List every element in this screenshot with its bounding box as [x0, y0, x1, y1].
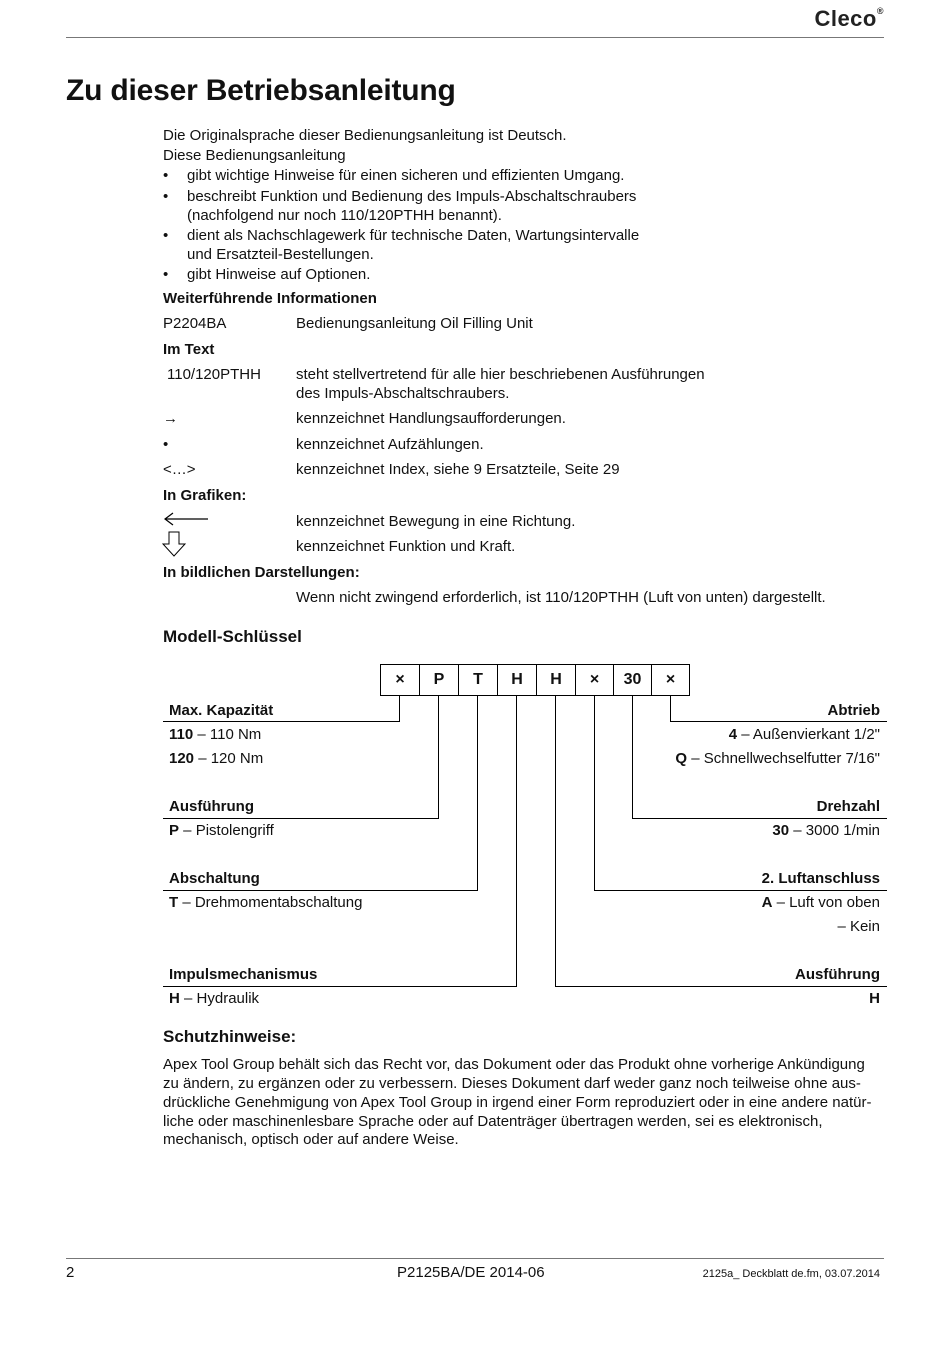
model-key-left-title: Max. Kapazität [169, 702, 274, 719]
brand-logo-text: Cleco [814, 6, 877, 31]
connector-line [632, 818, 887, 819]
model-key-option: 120 – 120 Nm [169, 750, 264, 767]
intro-line-2: Diese Bedienungsanleitung [163, 147, 346, 164]
connector-line [670, 721, 887, 722]
brand-logo [814, 6, 884, 32]
model-key-option: 30 – 3000 1/min [772, 822, 880, 839]
model-code-box: P [419, 664, 459, 696]
model-code-box: 30 [613, 664, 652, 696]
bildlich-desc: Wenn nicht zwingend erforderlich, ist 110/120PTHH (Luft von unten) dargestellt. [296, 589, 826, 606]
grafiken-force-desc: kennzeichnet Funktion und Kraft. [296, 538, 516, 555]
model-key-right-title: Ausführung [795, 966, 880, 983]
connector-line [477, 696, 478, 891]
connector-line [555, 696, 556, 987]
bildlich-heading: In bildlichen Darstellungen: [163, 564, 360, 581]
model-key-right-title: 2. Luftanschluss [761, 870, 880, 887]
registered-mark: ® [876, 6, 884, 16]
intro-bullet-2-line-2: (nachfolgend nur noch 110/120PTHH benannt). [187, 207, 502, 224]
model-key-option: – Kein [837, 918, 880, 935]
grafiken-arrow-desc: kennzeichnet Bewegung in eine Richtung. [296, 513, 576, 530]
force-arrow-icon [162, 531, 186, 557]
intro-bullet-2-line-1: beschreibt Funktion und Bedienung des Impuls-Abschaltschraubers [187, 188, 637, 205]
model-key-left-title: Impulsmechanismus [169, 966, 318, 983]
bullet-marker: • [163, 436, 169, 453]
model-code-box: H [497, 664, 537, 696]
imtext-desc-index: kennzeichnet Index, siehe 9 Ersatzteile, Seite 29 [296, 461, 620, 478]
model-code-box: H [536, 664, 576, 696]
modell-heading: Modell-Schlüssel [163, 627, 302, 646]
arrow-left-icon [163, 512, 209, 526]
model-key-option: T – Drehmomentabschaltung [169, 894, 363, 911]
connector-line [399, 696, 400, 722]
connector-line [516, 696, 517, 987]
schutz-line: drückliche Genehmigung von Apex Tool Group in irgend einer Form reproduziert oder in eine andere natür- [163, 1094, 872, 1111]
model-key-right-title: Drehzahl [816, 798, 880, 815]
connector-line [163, 986, 517, 987]
imtext-desc-model-line-2: des Impuls-Abschaltschraubers. [296, 385, 510, 402]
intro-bullet-3-line-1: dient als Nachschlagewerk für technische Daten, Wartungsintervalle [187, 227, 640, 244]
document-code: P2125BA/DE 2014-06 [397, 1264, 545, 1281]
connector-line [594, 696, 595, 891]
model-key-option: 110 – 110 Nm [169, 726, 262, 743]
weiter-heading: Weiterführende Informationen [163, 290, 377, 307]
bullet-marker: • [163, 167, 169, 184]
schutz-heading: Schutzhinweise: [163, 1027, 297, 1046]
model-code-box: T [458, 664, 498, 696]
model-key-option: P – Pistolengriff [169, 822, 274, 839]
arrow-right-icon: → [163, 410, 178, 427]
weiter-code: P2204BA [163, 315, 227, 332]
model-code-box: × [651, 664, 690, 696]
model-key-option: 4 – Außenvierkant 1/2" [728, 726, 880, 743]
footer-rule [66, 1258, 884, 1259]
model-key-option: H [869, 990, 880, 1007]
grafiken-heading: In Grafiken: [163, 487, 247, 504]
model-key-option: Q – Schnellwechselfutter 7/16" [675, 750, 880, 767]
header-rule [66, 37, 884, 38]
model-key-option: A – Luft von oben [761, 894, 880, 911]
connector-line [594, 890, 887, 891]
connector-line [163, 890, 478, 891]
page-title: Zu dieser Betriebsanleitung [66, 74, 456, 107]
imtext-term-model: 110/120PTHH [167, 366, 261, 383]
schutz-line: zu ändern, zu ergänzen oder zu verbessern. Dieses Dokument darf weder ganz noch teilweise ohne aus- [163, 1075, 861, 1092]
model-code-box: × [575, 664, 614, 696]
model-key-option: H – Hydraulik [169, 990, 260, 1007]
imtext-desc-list: kennzeichnet Aufzählungen. [296, 436, 484, 453]
page-number: 2 [66, 1264, 75, 1281]
connector-line [670, 696, 671, 722]
model-key-left-title: Abschaltung [169, 870, 260, 887]
connector-line [163, 818, 439, 819]
imtext-heading: Im Text [163, 341, 215, 358]
model-key-right-title: Abtrieb [827, 702, 880, 719]
bullet-marker: • [163, 266, 169, 283]
schutz-line: Apex Tool Group behält sich das Recht vor, das Dokument oder das Produkt ohne vorherige Ankündigung [163, 1056, 865, 1073]
weiter-desc: Bedienungsanleitung Oil Filling Unit [296, 315, 533, 332]
bullet-marker: • [163, 188, 169, 205]
connector-line [438, 696, 439, 819]
schutz-line: mechanisch, optisch oder auf andere Weise. [163, 1131, 459, 1148]
file-info: 2125a_ Deckblatt de.fm, 03.07.2014 [702, 1268, 880, 1280]
imtext-term-index: <…> [163, 461, 196, 478]
schutz-line: liche oder maschinenlesbare Sprache oder auf Datenträger übertragen werden, sei es elektronisch, [163, 1113, 823, 1130]
model-key-left-title: Ausführung [169, 798, 254, 815]
connector-line [632, 696, 633, 819]
intro-bullet-4: gibt Hinweise auf Optionen. [187, 266, 371, 283]
connector-line [555, 986, 887, 987]
imtext-desc-action: kennzeichnet Handlungsaufforderungen. [296, 410, 566, 427]
intro-line-1: Die Originalsprache dieser Bedienungsanleitung ist Deutsch. [163, 127, 567, 144]
bullet-marker: • [163, 227, 169, 244]
intro-bullet-1: gibt wichtige Hinweise für einen sicheren und effizienten Umgang. [187, 167, 625, 184]
connector-line [163, 721, 400, 722]
model-code-box: × [380, 664, 420, 696]
imtext-desc-model-line-1: steht stellvertretend für alle hier beschriebenen Ausführungen [296, 366, 705, 383]
intro-bullet-3-line-2: und Ersatzteil-Bestellungen. [187, 246, 374, 263]
